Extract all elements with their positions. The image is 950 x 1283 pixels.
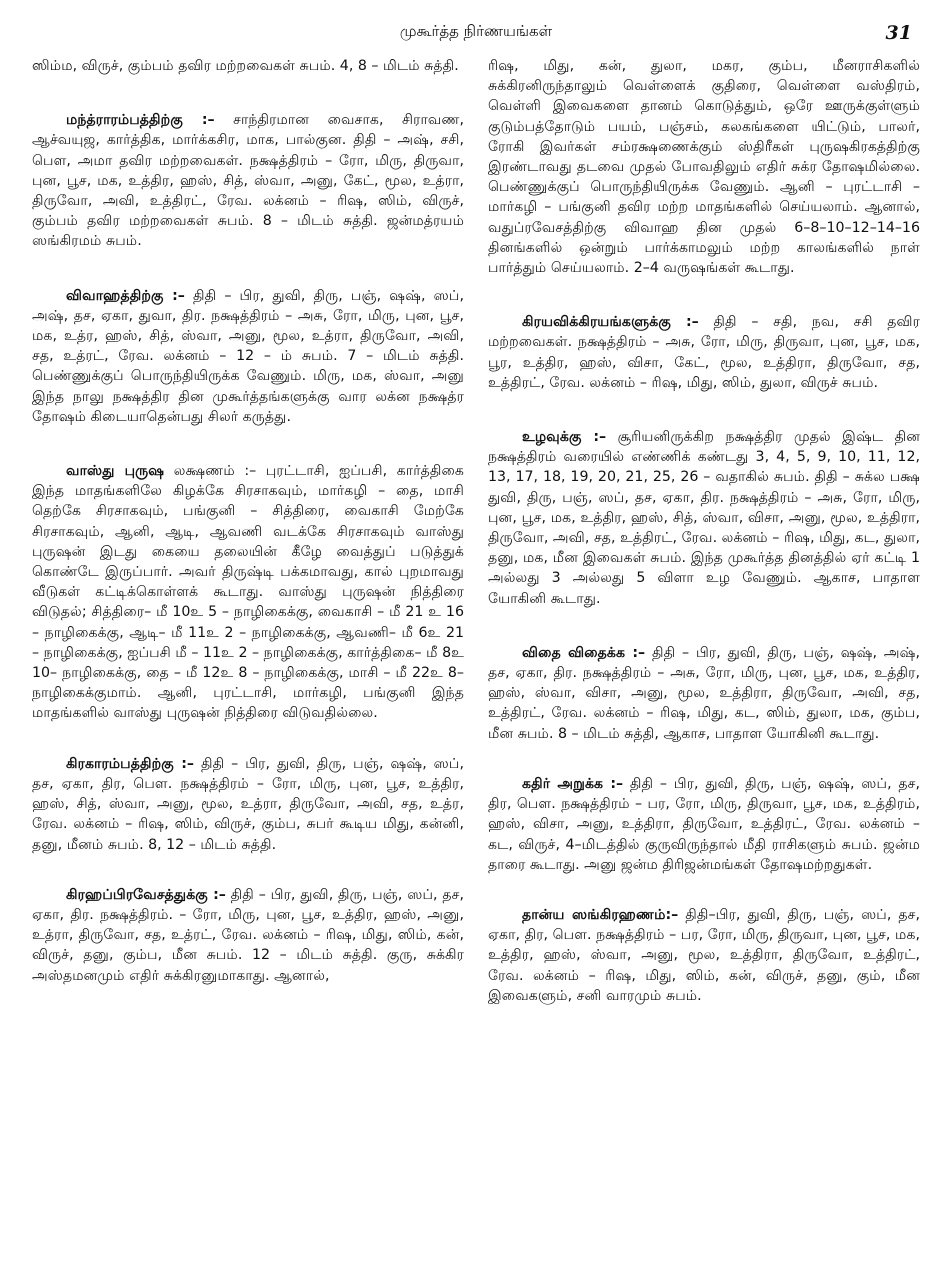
section-heading: உழவுக்கு :–	[522, 429, 607, 446]
section-heading: கிரஹப்பிரவேசத்துக்கு :–	[66, 886, 226, 903]
paragraph-text: ஸிம்ம, விருச், கும்பம் தவிர மற்றவைகள் சுபம். 4, 8 – மிடம் சுத்தி.	[32, 58, 459, 74]
running-header	[32, 22, 920, 50]
paragraph	[32, 461, 464, 724]
paragraph	[32, 885, 464, 986]
paragraph-text: திதி – பிர, துவி, திரு, பஞ், ஷஷ், ஸப், தச, ஏகா, திர, பௌ. நக்ஷத்திரம் – ரோ, மிரு, புன, பூச, உத்திர, ஹஸ், சித், ஸ்வா, அனு, மூல, உத்ரா, திருவோ, அவி, சத, உத்ர, ரேவ. லக்னம் – ரிஷ, ஸிம், விருச், கும்ப, சுபர் கூடிய மிது, கன்னி, தனு, மீனம் சுபம். 8, 12 – மிடம் சுத்தி.	[32, 755, 464, 853]
section-heading: மந்த்ராரம்பத்திற்கு :–	[66, 112, 215, 129]
paragraph	[488, 56, 920, 278]
paragraph	[32, 56, 464, 76]
section-heading: வாஸ்து புருஷ	[66, 463, 165, 480]
page-number: 31	[885, 22, 912, 44]
section-heading: தான்ய ஸங்கிரஹணம்:–	[522, 906, 679, 923]
paragraph-text: ரிஷ, மிது, கன், துலா, மகர, கும்ப, மீனராசிகளில் சுக்கிரனிருந்தாலும் வெள்ளைக் குதிரை, வெள்ளை வஸ்திரம், வெள்ளி இவைகளை தானம் கொடுத்தும், ஒரே ஊருக்குள்ளும் குடும்பத்தோடும் பயம், பஞ்சம், கலகங்களை யிட்டும், பாலர், ரோகி இவர்கள் சம்ரக்ஷணைக்கும் ஸ்திரீகள் புருஷகிரகத்திற்கு இரண்டாவது தடவை முதல் போவதிலும் எதிர் சுக்ர தோஷமில்லை. பெண்ணுக்குப் பொருந்தியிருக்க வேணும். ஆனி – புரட்டாசி – மார்கழி – பங்குனி தவிர மற்ற மாதங்களில் செய்யலாம். ஆனால், வதுப்ரவேசத்திற்கு விவாஹ தின முதல் 6–8–10–12–14–16 தினங்களில் ஒன்றும் பார்க்காமலும் மற்ற காலங்களில் நாள் பார்த்தும் செய்யலாம். 2–4 வருஷங்கள் கூடாது.	[488, 58, 920, 277]
paragraph-text: திதி–பிர, துவி, திரு, பஞ், ஸப், தச, ஏகா, திர, பௌ. நக்ஷத்திரம் – பர, ரோ, மிரு, திருவா, புன, பூச, மக, உத்திர, ஹஸ், ஸ்வா, அனு, மூல, உத்திரா, திருவோ, உத்திரட், ரேவ. லக்னம் – ரிஷ, மிது, ஸிம், கன், விருச், தனு, கும், மீன இவைகளும், சனி வாரமும் சுபம்.	[488, 906, 921, 1004]
section-heading: கதிர் அறுக்க :–	[522, 775, 624, 792]
paragraph-text: சூரியனிருக்கிற நக்ஷத்திர முதல் இஷ்ட தின நக்ஷத்திரம் வரையில் எண்ணிக் கண்டது 3, 4, 5, 9, 10, 11, 12, 13, 17, 18, 19, 20, 21, 25, 26 – வதாகில் சுபம். திதி – சுக்ல பக்ஷ துவி, திரு, பஞ், ஸப், தச, ஏகா, திர. நக்ஷத்திரம் – அசு, ரோ, மிரு, புன, பூச, மக, உத்திர, ஹஸ், சித், ஸ்வா, விசா, அனு, மூல, உத்திரா, திருவோ, அவி, சத, உத்திரட், ரேவ. லக்னம் – ரிஷ, மிது, கட, துலா, தனு, மக, மீன இவைகள் சுபம். இந்த முகூர்த்த தினத்தில் ஏர் கட்டி 1 அல்லது 3 அல்லது 5 விளா உழ வேணும். ஆகாச, பாதாள யோகினி கூடாது.	[488, 429, 920, 607]
paragraph	[488, 427, 920, 609]
section-heading: கிரகாரம்பத்திற்கு :–	[66, 755, 194, 772]
left-column	[32, 56, 464, 1006]
paragraph	[488, 312, 920, 393]
paragraph-text: திதி – சதி, நவ, சசி தவிர மற்றவைகள். நக்ஷத்திரம் – அசு, ரோ, மிரு, திருவா, புன, பூச, மக, பூர, உத்திர, ஹஸ், விசா, கேட், மூல, உத்திரா, திருவோ, சத, உத்திரட், ரேவ. லக்னம் – ரிஷ, மிது, ஸிம், துலா, விருச் சுபம்.	[488, 314, 920, 391]
paragraph-text: திதி – பிர, துவி, திரு, பஞ், ஷஷ், அஷ், தச, ஏகா, திர. நக்ஷத்திரம் – அசு, ரோ, மிரு, புன, பூச, மக, உத்திர, ஹஸ், ஸ்வா, விசா, அனு, மூல, உத்திரா, திருவோ, அவி, சத, உத்திரட், ரேவ. லக்னம் – ரிஷ, மிது, கட, ஸிம், துலா, மக, கும்ப, மீன சுபம். 8 – மிடம் சுத்தி, ஆகாச, பாதாள யோகினி கூடாது.	[488, 644, 920, 742]
paragraph	[488, 643, 920, 744]
section-heading: விவாஹத்திற்கு :–	[66, 287, 185, 304]
paragraph-text: லக்ஷணம் :– புரட்டாசி, ஐப்பசி, கார்த்திகை இந்த மாதங்களிலே கிழக்கே சிரசாகவும், மார்கழி – தை, மாசி தெற்கே சிரசாகவும், பங்குனி – சித்திரை, வைகாசி மேற்கே சிரசாகவும், ஆனி, ஆடி, ஆவணி வடக்கே சிரசாகவும் வாஸ்து புருஷன் இடது கையை தலையின் கீழே வைத்துப் படுத்துக் கொண்டே இருப்பார். அவர் திருஷ்டி பக்கமாவது, கால் புறமாவது வீடுகள் கட்டிக்கொள்ளக் கூடாது. வாஸ்து புருஷன் நித்திரை விடுதல்; சித்திரை– மீ 10உ 5 – நாழிகைக்கு, வைகாசி – மீ 21 உ 16 – நாழிகைக்கு, ஆடி– மீ 11உ 2 – நாழிகைக்கு, ஆவணி– மீ 6உ 21 – நாழிகைக்கு, ஐப்பசி மீ – 11உ 2 – நாழிகைக்கு, கார்த்திகை– மீ 8உ 10– நாழிகைக்கு, தை – மீ 12உ 8 – நாழிகைக்கு, மாசி – மீ 22உ 8–நாழிகைக்குமாம். ஆனி, புரட்டாசி, மார்கழி, பங்குனி இந்த மாதங்களில் வாஸ்து புருஷன் நித்திரை விடுவதில்லை.	[32, 463, 464, 722]
section-heading: விதை விதைக்க :–	[522, 644, 646, 661]
section-heading: கிரயவிக்கிரயங்களுக்கு :–	[522, 314, 699, 331]
paragraph	[488, 905, 920, 1006]
paragraph-text: திதி – பிர, துவி, திரு, பஞ், ஷஷ், ஸப், தச, திர, பௌ. நக்ஷத்திரம் – பர, ரோ, மிரு, திருவா, பூச, மக, உத்திரம், ஹஸ், விசா, அனு, உத்திரா, திருவோ, உத்திரட், ரேவ. லக்னம் – கட, விருச், 4–மிடத்தில் குருவிருந்தால் மீதி ராசிகளும் சுபம். ஜன்ம தாரை கூடாது. அனு ஜன்ம திரிஜன்மங்கள் தோஷமற்றதுகள்.	[488, 775, 920, 873]
running-title: முகூர்த்த நிர்ணயங்கள்	[399, 22, 553, 40]
paragraph-text: சாந்திரமான வைசாக, சிராவண, ஆச்வயுஜ, கார்த்திக, மார்க்கசிர, மாக, பால்குன. திதி – அஷ், சசி, பௌ, அமா தவிர மற்றவைகள். நக்ஷத்திரம் – ரோ, மிரு, திருவா, புன, பூச, மக, உத்திர, ஹஸ், சித், ஸ்வா, அனு, கேட், மூல, உத்ரா, திருவோ, அவி, உத்திரட், ரேவ. லக்னம் – ரிஷ, ஸிம், விருச், கும்பம் தவிர மற்றவைகள் சுபம். 8 – மிடம் சுத்தி. ஜன்மத்ரயம் ஸங்கிரமம் சுபம்.	[32, 112, 465, 250]
paragraph	[32, 110, 464, 251]
right-column	[488, 56, 920, 1006]
paragraph	[488, 774, 920, 875]
paragraph	[32, 754, 464, 855]
text-columns	[32, 56, 920, 1006]
paragraph-text: திதி – பிர, துவி, திரு, பஞ், ஷஷ், ஸப், அஷ், தச, ஏகா, துவா, திர. நக்ஷத்திரம் – அசு, ரோ, மிரு, புன, பூச, மக, உத்ர, ஹஸ், சித், ஸ்வா, அனு, மூல, உத்ரா, திருவோ, அவி, சத, உத்ரட், ரேவ. லக்னம் – 12 – ம் சுபம். 7 – மிடம் சுத்தி. பெண்ணுக்குப் பொருந்தியிருக்க வேணும். மிரு, மக, ஸ்வா, அனு இந்த நாலு நக்ஷத்திர தின முகூர்த்தங்களுக்கு வார லக்ன நக்ஷத்ர தோஷம் கிடையாதென்பது சிலர் கருத்து.	[32, 287, 464, 425]
paragraph-text: திதி – பிர, துவி, திரு, பஞ், ஸப், தச, ஏகா, திர. நக்ஷத்திரம். – ரோ, மிரு, புன, பூச, உத்திர, ஹஸ், அனு, உத்ரா, திருவோ, சத, உத்ரட், ரேவ. லக்னம் – ரிஷ, மிது, ஸிம், கன், விருச், தனு, கும்ப, மீன சுபம். 12 – மிடம் சுத்தி. குரு, சுக்கிர அஸ்தமனமும் எதிர் சுக்கிரனுமாகாது. ஆனால்,	[32, 886, 464, 984]
paragraph	[32, 286, 464, 427]
